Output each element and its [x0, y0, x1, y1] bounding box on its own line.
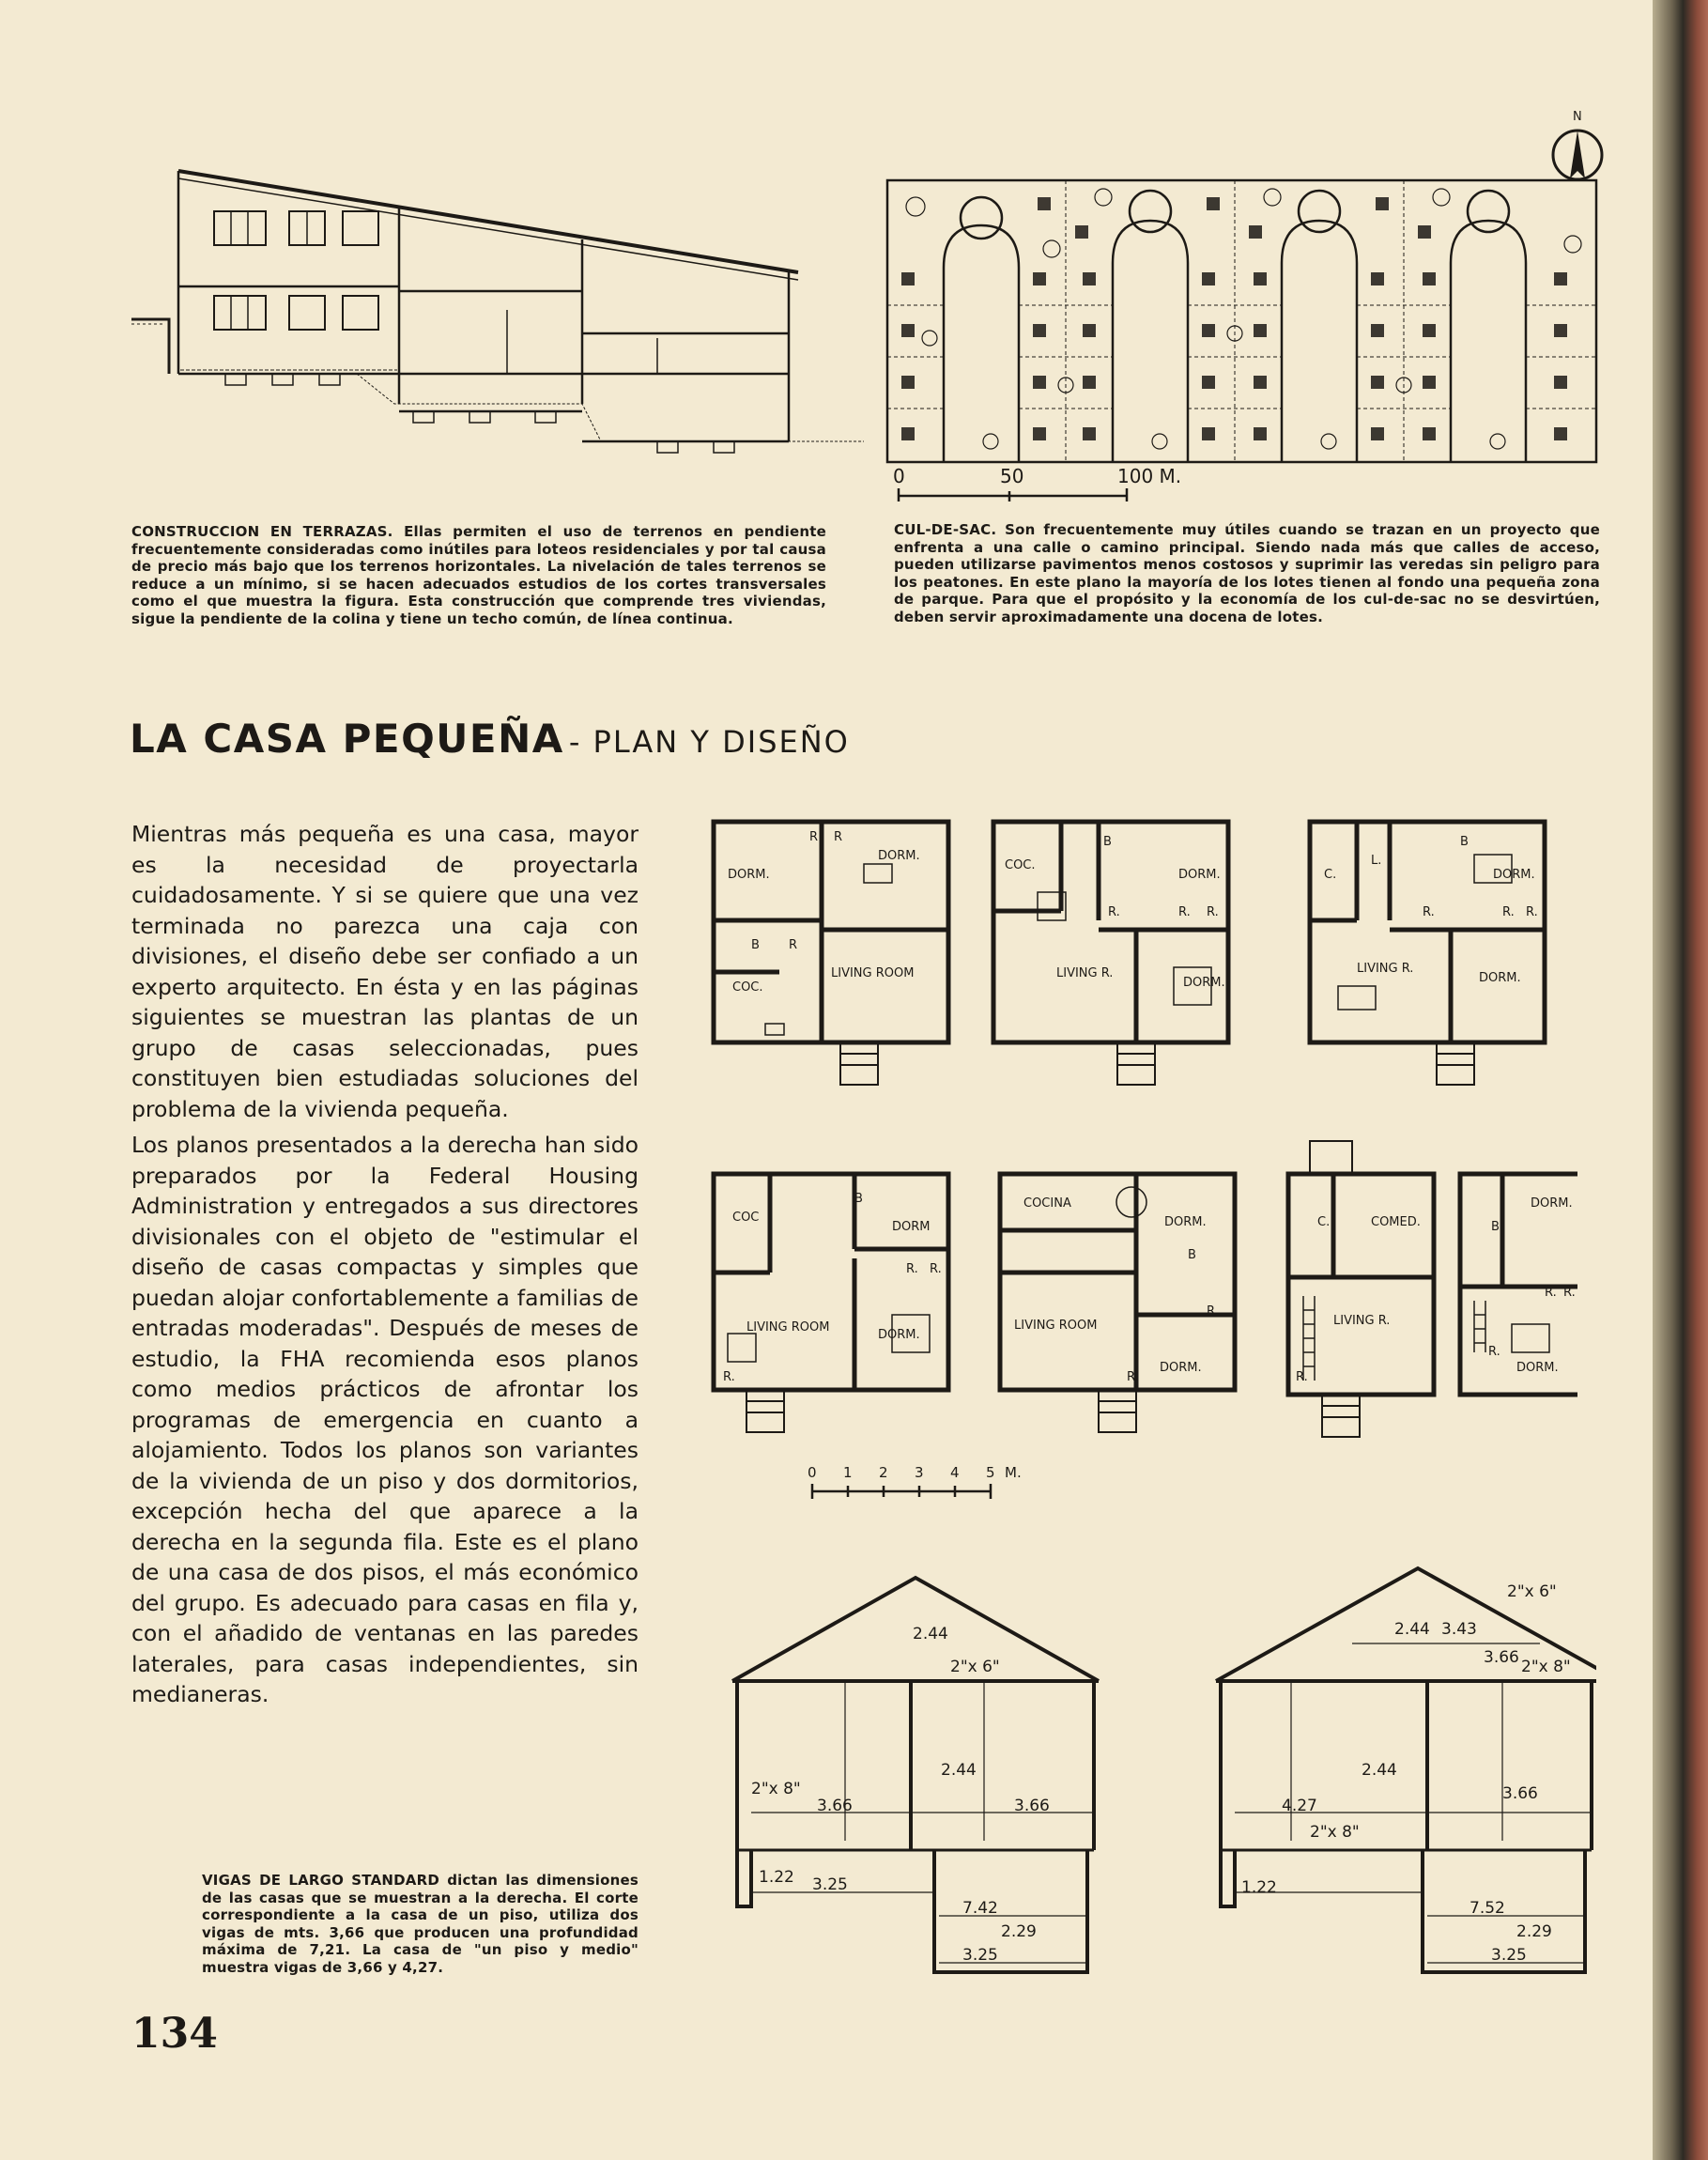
- terrace-caption: [131, 523, 826, 627]
- p5-dorm-a: DORM.: [1164, 1215, 1207, 1229]
- p1-dorm-a: DORM.: [728, 868, 770, 882]
- beams-caption: [202, 1872, 639, 1976]
- rs-span1: 4.27: [1282, 1797, 1317, 1815]
- p2-b: B: [1103, 835, 1112, 849]
- p7-dorm-a: DORM.: [1531, 1196, 1573, 1211]
- p3-living: LIVING R.: [1357, 962, 1414, 976]
- rs-joist-top: 2"x 8": [1521, 1658, 1571, 1676]
- p6-living: LIVING R.: [1333, 1314, 1391, 1328]
- p3-b: B: [1460, 835, 1469, 849]
- rs-roof-h: 2.44: [1394, 1620, 1430, 1639]
- p1-living: LIVING ROOM: [831, 966, 915, 980]
- p2-living: LIVING R.: [1056, 966, 1114, 980]
- rs-span2: 3.66: [1502, 1784, 1538, 1803]
- p2-r3: R.: [1207, 905, 1219, 919]
- section-heading: [130, 716, 850, 762]
- terrace-section-drawing: [131, 160, 864, 470]
- rs-d3: 2.29: [1516, 1922, 1552, 1941]
- culdesac-caption: [894, 521, 1600, 625]
- p4-r3: R.: [930, 1262, 942, 1276]
- ls-joist: 2"x 8": [751, 1780, 801, 1798]
- body-paragraph-1: Mientras más pequeña es una casa, mayor es la necesidad de proyectarla cuidadosamente. Y si se quiere que una vez terminada no parezca una caja con divisiones, el diseño debe ser confiado a un experto arquitecto. En ésta y en las páginas siguientes se muestran las plantas de un grupo de casas seleccionadas, pues constituyen bien estudiadas soluciones del problema de la vivienda pequeña.: [131, 821, 639, 1122]
- scale-label-0: 0: [893, 465, 905, 487]
- p3-c: C.: [1324, 868, 1337, 882]
- plans-scale-4: 4: [950, 1464, 960, 1481]
- p1-b: B: [751, 938, 760, 952]
- cross-sections: [695, 1559, 1596, 2000]
- p3-dorm-b: DORM.: [1479, 971, 1521, 985]
- body-paragraph-2: Los planos presentados a la derecha han sido preparados por la Federal Housing Administration y entregados a sus directores divisionales con el objeto de "estimular el diseño de casas compactas y simples que puedan alojar confortablemente a familias de entradas moderadas". Después de meses de estudio, la FHA recomienda esos planos como medios prácticos de afrontar los programas de emergencia en cuanto a alojamiento. Todos los planos son variantes de la vivienda de un piso y dos dormitorios, excepción hecha del que aparece a la derecha en la segunda fila. Este es el plano de una casa de dos pisos, el más económico del grupo. Es adecuado para casas en fila y, con el añadido de ventanas en las paredes laterales, para casas independientes, sin medianeras.: [131, 1132, 639, 1707]
- p7-r3: R.: [1563, 1286, 1576, 1300]
- p5-living: LIVING ROOM: [1014, 1319, 1098, 1333]
- ls-d1: 3.25: [812, 1875, 848, 1894]
- p6-c: C.: [1317, 1215, 1331, 1229]
- beams-caption-title: VIGAS DE LARGO STANDARD: [202, 1872, 440, 1889]
- ls-span2: 3.66: [1014, 1797, 1050, 1815]
- beams-caption-text: dictan las dimensiones de las casas que se muestran a la derecha. El corte correspondiente a la casa de un piso, utiliza dos vigas de mts. 3,66 que producen una profundidad máxima de 7,21. La casa de "un piso y medio" muestra vigas de 3,66 y 4,27.: [202, 1872, 639, 1976]
- p4-r1: R.: [723, 1370, 735, 1384]
- ls-d4: 3.25: [962, 1946, 998, 1965]
- p4-coc: COC: [732, 1211, 760, 1225]
- floor-plans: [676, 808, 1577, 1559]
- p3-r1: R.: [1423, 905, 1435, 919]
- p6-comed: COMED.: [1371, 1215, 1421, 1229]
- rs-rafter: 2"x 6": [1507, 1582, 1557, 1601]
- p5-dorm-b: DORM.: [1160, 1361, 1202, 1375]
- north-label: N: [1573, 110, 1582, 124]
- page-title: LA CASA PEQUEÑA: [130, 716, 564, 762]
- p1-dorm-b: DORM.: [878, 849, 920, 863]
- rs-found: 1.22: [1241, 1878, 1277, 1897]
- p7-b: B: [1491, 1220, 1500, 1234]
- rs-attic: 3.43: [1441, 1620, 1477, 1639]
- p7-dorm-b: DORM.: [1516, 1361, 1559, 1375]
- rs-wall-h: 2.44: [1362, 1761, 1397, 1780]
- rs-span-top: 3.66: [1484, 1648, 1519, 1667]
- p1-r3: R: [789, 938, 798, 952]
- scale-label-100: 100 M.: [1117, 465, 1182, 487]
- p3-r3: R.: [1526, 905, 1538, 919]
- p7-r1: R.: [1488, 1345, 1500, 1359]
- body-text: [131, 819, 639, 1716]
- p2-coc: COC.: [1005, 858, 1036, 872]
- ls-roof-h: 2.44: [913, 1625, 948, 1643]
- plans-scale-2: 2: [879, 1464, 888, 1481]
- plans-scale-unit: M.: [1005, 1464, 1022, 1481]
- cul-de-sac-site-plan: [878, 103, 1610, 507]
- p3-r2: R.: [1502, 905, 1515, 919]
- plans-scale-1: 1: [843, 1464, 853, 1481]
- book-gutter: [1653, 0, 1708, 2160]
- page-subtitle: - PLAN Y DISEÑO: [568, 724, 850, 760]
- p5-r2: R.: [1127, 1370, 1139, 1384]
- p2-dorm-b: DORM.: [1183, 976, 1225, 990]
- p3-dorm-a: DORM.: [1493, 868, 1535, 882]
- ls-rafter: 2"x 6": [950, 1658, 1000, 1676]
- p5-r1: R.: [1207, 1304, 1219, 1319]
- p1-coc: COC.: [732, 980, 763, 995]
- page-number: 134: [131, 2010, 218, 2058]
- terrace-caption-title: CONSTRUCCION EN TERRAZAS.: [131, 523, 393, 540]
- north-arrow-icon: [1553, 131, 1602, 179]
- ls-d3: 2.29: [1001, 1922, 1037, 1941]
- p4-living: LIVING ROOM: [746, 1320, 830, 1335]
- p4-dorm-a: DORM: [892, 1220, 931, 1234]
- culdesac-caption-text: Son frecuentemente muy útiles cuando se trazan en un proyecto que enfrenta a una calle o camino principal. Siendo nada más que calles de acceso, pueden utilizarse pavimentos menos costosos y suprimir las veredas sin peligro para los peatones. En este plano la mayoría de los lotes tienen al fondo una pequeña zona de parque. Para que el propósito y la economía de los cul-de-sac no se desvirtúen, deben servir aproximadamente una docena de lotes.: [894, 521, 1600, 625]
- p3-l: L.: [1371, 854, 1382, 868]
- p2-r2: R.: [1178, 905, 1191, 919]
- p6-r: R.: [1296, 1370, 1308, 1384]
- p4-b: B: [854, 1192, 863, 1206]
- p5-b: B: [1188, 1248, 1196, 1262]
- culdesac-caption-title: CUL-DE-SAC.: [894, 521, 997, 538]
- rs-joist: 2"x 8": [1310, 1823, 1360, 1842]
- p2-dorm-a: DORM.: [1178, 868, 1221, 882]
- rs-d2: 7.52: [1469, 1899, 1505, 1918]
- p1-r2: R: [834, 830, 843, 844]
- ls-wall-h: 2.44: [941, 1761, 977, 1780]
- plans-scale-0: 0: [808, 1464, 817, 1481]
- scale-label-50: 50: [1000, 465, 1024, 487]
- terrace-caption-text: Ellas permiten el uso de terrenos en pendiente frecuentemente consideradas como inútiles para loteos residenciales y por tal causa de precio más bajo que los terrenos horizontales. La nivelación de tales terrenos se reduce a un mínimo, si se hacen adecuados estudios de los cortes transversales como el que muestra la figura. Esta construcción que comprende tres viviendas, sigue la pendiente de la colina y tiene un techo común, de línea continua.: [131, 523, 826, 627]
- plans-scale-5: 5: [986, 1464, 995, 1481]
- p1-r1: R: [809, 830, 819, 844]
- p2-r1: R.: [1108, 905, 1120, 919]
- p5-cocina: COCINA: [1023, 1196, 1071, 1211]
- p4-r2: R.: [906, 1262, 918, 1276]
- p7-r2: R.: [1545, 1286, 1557, 1300]
- ls-span1: 3.66: [817, 1797, 853, 1815]
- plans-scale-3: 3: [915, 1464, 924, 1481]
- p4-dorm-b: DORM.: [878, 1328, 920, 1342]
- ls-found: 1.22: [759, 1868, 794, 1887]
- rs-d4: 3.25: [1491, 1946, 1527, 1965]
- ls-d2: 7.42: [962, 1899, 998, 1918]
